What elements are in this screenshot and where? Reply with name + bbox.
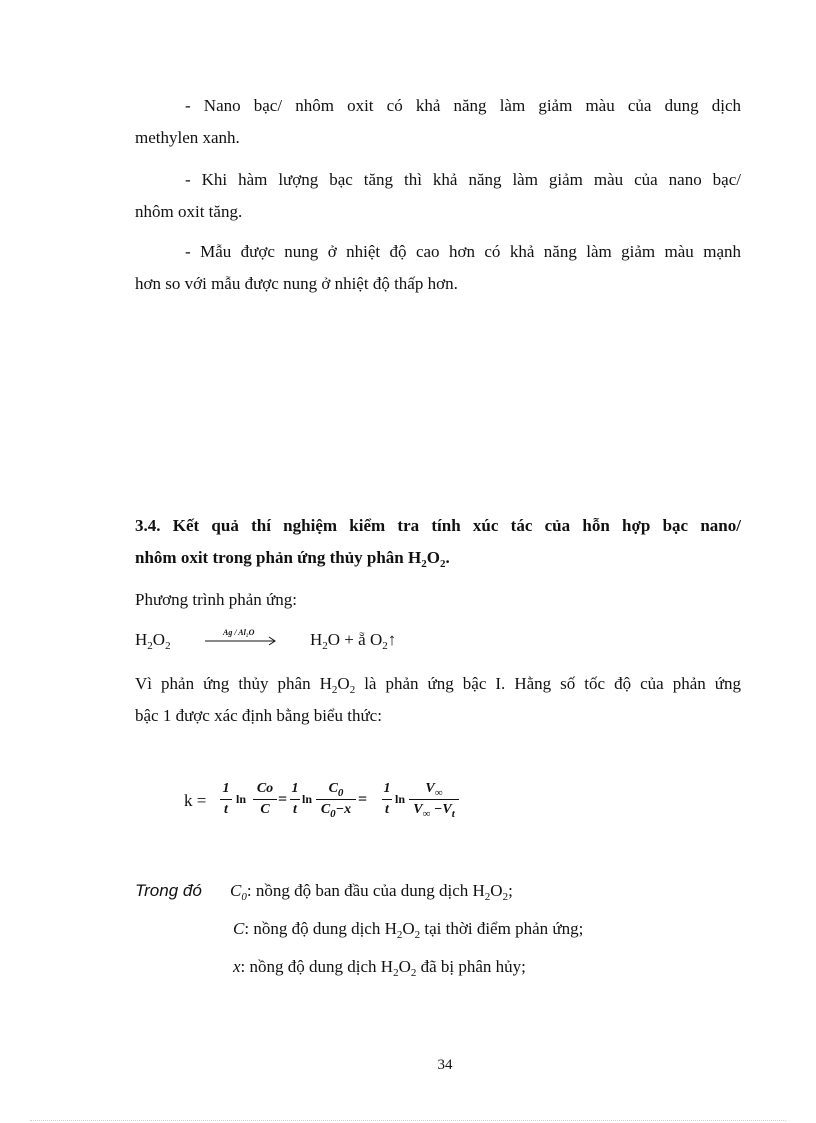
- ln-b: ln: [302, 792, 313, 806]
- frac-vinf-over-vinf-vt: $V_\infty$ $V_\infty -V_t$: [409, 781, 459, 818]
- explain-line-2: bậc 1 được xác định bằng biểu thức:: [135, 706, 382, 725]
- formula-k: k =: [184, 791, 207, 810]
- page-bottom-divider: [30, 1120, 786, 1121]
- section-heading-line-1: 3.4. Kết quả thí nghiệm kiểm tra tính xúc tác của hỗn hợp bạc nano/: [135, 516, 741, 535]
- reactant-h2o2: $H_2O_2$: [135, 630, 171, 652]
- frac-c0-over-c0-x: $C_0$ $C_0-x$: [316, 781, 356, 818]
- frac-1-over-t-a: 1 t: [220, 781, 232, 818]
- reaction-products: $H_2O$ + ẵ $O_2↑$: [310, 630, 397, 652]
- bullet-1-line-1: - Nano bạc/ nhôm oxit có khả năng làm giảm màu của dung dịch: [185, 96, 741, 115]
- frac-co-over-c: Co C: [253, 781, 277, 818]
- reaction-arrow: [205, 630, 279, 650]
- bullet-1-line-2: methylen xanh.: [135, 128, 240, 147]
- explain-line-1: Vì phản ứng thủy phân $H_2O_2$ là phản ứng bậc I. Hằng số tốc độ của phản ứng: [135, 674, 741, 696]
- eq-1: =: [278, 791, 288, 808]
- legend-c0: $C_0$: nồng độ ban đầu của dung dịch $H_2O_2$;: [230, 881, 513, 903]
- legend-x: x: nồng độ dung dịch $H_2O_2$ đã bị phân hủy;: [233, 957, 526, 979]
- arrow-up-icon: ↑: [387, 630, 397, 649]
- bullet-3-line-1: - Mẫu được nung ở nhiệt độ cao hơn có khả năng làm giảm màu mạnh: [185, 242, 741, 261]
- right-arrow-icon: [205, 630, 279, 650]
- bullet-2-line-1: - Khi hàm lượng bạc tăng thì khả năng làm giảm màu của nano bạc/: [185, 170, 741, 189]
- frac-1-over-t-c: 1 t: [383, 781, 391, 817]
- legend-intro: Trong đó: [135, 881, 202, 900]
- reaction-label: Phương trình phản ứng:: [135, 590, 297, 609]
- bullet-2-line-2: nhôm oxit tăng.: [135, 202, 243, 221]
- frac-1-over-t-b: 1 t: [291, 781, 299, 817]
- bullet-3-line-2: hơn so với mẫu được nung ở nhiệt độ thấp hơn.: [135, 274, 458, 293]
- page-number: 34: [437, 1057, 453, 1073]
- ln-a: ln: [236, 792, 247, 806]
- section-heading-line-2: nhôm oxit trong phản ứng thủy phân $H_2O_2$.: [135, 548, 450, 570]
- ln-c: ln: [395, 792, 406, 806]
- legend-c: C: nồng độ dung dịch $H_2O_2$ tại thời điểm phản ứng;: [233, 919, 584, 941]
- catalyst-label: Ag / Al₂O: [223, 628, 255, 637]
- eq-2: =: [358, 791, 368, 808]
